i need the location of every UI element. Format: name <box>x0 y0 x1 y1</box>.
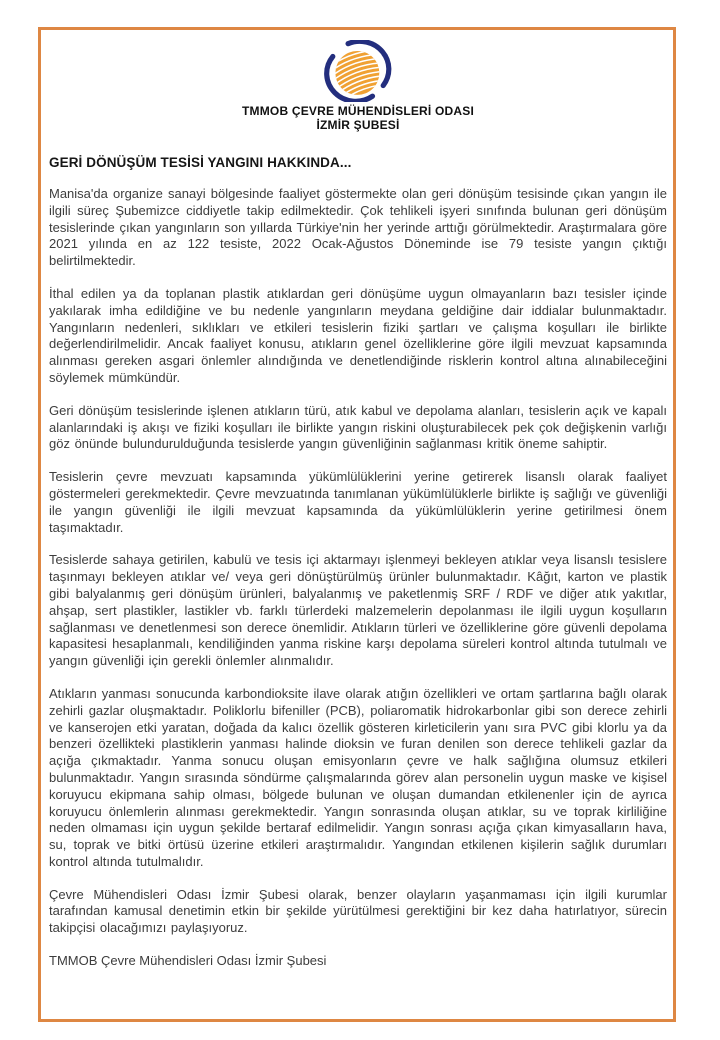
body-paragraph-4: Tesislerin çevre mevzuatı kapsamında yükümlülüklerini yerine getirerek lisanslı olarak faaliyet göstermeleri gerekmektedir. Çevre mevzuatında tanımlanan yükümlülüklerle birlikte iş sağlığı ve güvenliği ile yangın güvenliği ile ilgili mevzuat kapsamında da yükümlülüklerin yerine getirilmesi önem taşımaktadır. <box>49 469 667 535</box>
body-paragraph-3: Geri dönüşüm tesislerinde işlenen atıkların türü, atık kabul ve depolama alanları, tesislerin açık ve kapalı alanlarındaki iş akışı ve fiziki koşulları ile birlikte yangın riskini oluşturabilecek pek çok değişkenin varlığı göz önünde bulundurulduğunda tesislerde yangın güvenliğinin sağlanması kritik öneme sahiptir. <box>49 402 667 452</box>
org-branch: İZMİR ŞUBESİ <box>316 117 400 132</box>
body-paragraph-6: Atıkların yanması sonucunda karbondioksite ilave olarak atığın özellikleri ve ortam şartlarına bağlı olarak zehirli gazlar oluşmaktadır. Poliklorlu bifeniller (PCB), poliaromatik hidrokarbonlar gibi son derece zehirli ve kanserojen etki yaratan, doğada da kalıcı özellik gösteren kirleticilerin yanı sıra PVC gibi klorlu ya da benzeri özellikteki plastiklerin yanması halinde dioksin ve furan denilen son derece tehlikeli gazlar da açığa çıkmaktadır. Yanma sonucu oluşan emisyonların çevre ve halk sağlığına olumsuz etkileri bulunmaktadır. Yangın sırasında söndürme çalışmalarında görev alan personelin uygun maske ve kişisel koruyucu ekipmana sahip olması, bölgede bulunan ve oluşan dumandan etkilenenler için de ayrıca koruyucu önlemlerin alınması gerekmektedir. Yangın sonrasında oluşan atıklar, su ve toprak kirliliğine neden olmaması için uygun şekilde bertaraf edilmelidir. Yangın sonrası açığa çıkan kimyasalların hava, su, toprak ve bitki örtüsü üzerine etkileri araştırmalıdır. Yangından etkilenen kişilerin sağlık durumları kontrol altında tutulmalıdır. <box>49 685 667 869</box>
document-content <box>49 40 667 970</box>
letterhead <box>49 40 667 132</box>
org-name: TMMOB ÇEVRE MÜHENDİSLERİ ODASI <box>241 104 474 118</box>
body-paragraph-1: Manisa'da organize sanayi bölgesinde faaliyet göstermekte olan geri dönüşüm tesisinde çıkan yangın ile ilgili süreç Şubemizce ciddiyetle takip edilmektedir. Çok tehlikeli işyeri sınıfında bulunan geri dönüşüm tesislerinde çıkan yangınların son yıllarda Türkiye'nin her yerinde arttığı görülmektedir. Araştırmalara göre 2021 yılında en az 122 tesiste, 2022 Ocak-Ağustos Döneminde ise 79 tesiste yangın çıktığı belirtilmektedir. <box>49 186 667 269</box>
org-logo <box>324 40 392 102</box>
document-title: GERİ DÖNÜŞÜM TESİSİ YANGINI HAKKINDA... <box>49 155 352 170</box>
signature: TMMOB Çevre Mühendisleri Odası İzmir Şubesi <box>49 953 327 969</box>
page-border-frame <box>38 27 676 1022</box>
body-paragraph-5: Tesislerde sahaya getirilen, kabulü ve tesis içi aktarmayı işlenmeyi bekleyen atıklar veya lisanslı tesislere taşınmayı bekleyen atıklar ve/ veya geri dönüştürülmüş ürünler bulunmaktadır. Kâğıt, karton ve plastik gibi balyalanmış geri dönüşüm ürünleri, balyalanmış ve paketlenmiş SRF / RDF ve diğer atık yakıtlar, ahşap, sert plastikler, lastikler vb. farklı türlerdeki malzemelerin depolanması ile ilgili uygun koşulların sağlanması ve denetlenmesi son derece önemlidir. Atıkların türleri ve özelliklerine göre güvenli depolama kapasitesi hesaplanmalı, kendiliğinden yanma riskine karşı depolama süreleri kontrol altında tutulmalı ve yangın güvenliği için gerekli önlemler alınmalıdır. <box>49 552 667 669</box>
body-paragraph-2: İthal edilen ya da toplanan plastik atıklardan geri dönüşüme uygun olmayanların bazı tesisler içinde yakılarak imha edildiğine ve bu nedenle yangınların meydana geldiğine dair iddialar bulunmaktadır. Yangınların nedenleri, sıklıkları ve etkileri tesislerin fiziki şartları ve çalışma koşulları ile birlikte değerlendirilmelidir. Ancak faaliyet konusu, atıkların genel özelliklerine göre ilgili mevzuat kapsamında alınması gereken asgari önlemler alındığında ve denetlendiğinde risklerin kontrol altına alınabileceğini söylemek mümkündür. <box>49 285 667 385</box>
body-paragraph-7: Çevre Mühendisleri Odası İzmir Şubesi olarak, benzer olayların yaşanmaması için ilgili kurumlar tarafından kamusal denetimin etkin bir şekilde yürütülmesi gerektiğini bir kez daha hatırlatıyor, sürecin takipçisi olacağımızı paylaşıyoruz. <box>49 886 667 936</box>
cmo-globe-logo-icon <box>324 40 392 102</box>
